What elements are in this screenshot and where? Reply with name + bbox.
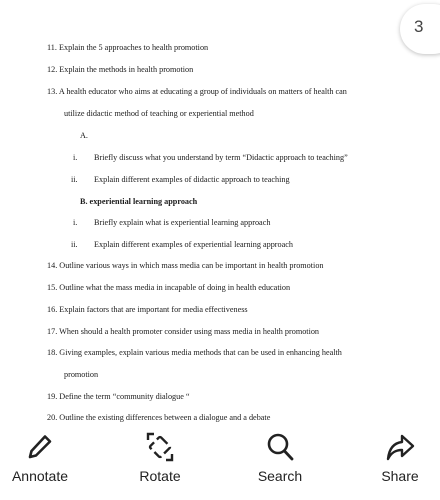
question-19: 19. Define the term “community dialogue “ [47, 392, 190, 401]
part-a-ii-number: ii. [71, 175, 78, 184]
rotate-icon [146, 432, 174, 462]
part-a-label: A. [80, 131, 88, 140]
bottom-toolbar [0, 428, 440, 500]
part-b-ii-text: Explain different examples of experiential learning approach [94, 240, 293, 249]
part-a-i-text: Briefly discuss what you understand by term “Didactic approach to teaching” [94, 153, 348, 162]
question-11: 11. Explain the 5 approaches to health promotion [47, 43, 209, 52]
share-button[interactable] [360, 428, 440, 500]
share-label: Share [381, 468, 419, 484]
question-18: 18. Giving examples, explain various media methods that can be used in enhancing health [47, 348, 342, 357]
search-icon [266, 432, 294, 462]
question-17: 17. When should a health promoter consider using mass media in health promotion [47, 327, 320, 336]
annotate-button[interactable] [0, 428, 80, 500]
question-13-continued: utilize didactic method of teaching or experiential method [64, 109, 254, 118]
question-13: 13. A health educator who aims at educating a group of individuals on matters of health can [47, 87, 347, 96]
part-b-i-number: i. [73, 218, 78, 227]
question-18-continued: promotion [64, 370, 99, 379]
question-20: 20. Outline the existing differences between a dialogue and a debate [47, 413, 271, 422]
part-b-ii-number: ii. [71, 240, 78, 249]
rotate-label: Rotate [139, 468, 181, 484]
question-15: 15. Outline what the mass media in incapable of doing in health education [47, 283, 291, 292]
rotate-button[interactable] [120, 428, 200, 500]
share-icon [386, 432, 416, 462]
search-label: Search [257, 468, 303, 484]
part-b-heading: B. experiential learning approach [80, 197, 198, 206]
question-16: 16. Explain factors that are important for media effectiveness [47, 305, 248, 314]
part-a-ii-text: Explain different examples of didactic approach to teaching [94, 175, 290, 184]
question-12: 12. Explain the methods in health promotion [47, 65, 194, 74]
search-button[interactable] [240, 428, 320, 500]
page-number: 3 [414, 17, 424, 36]
annotate-label: Annotate [11, 468, 69, 484]
part-a-i-number: i. [73, 153, 78, 162]
part-b-i-text: Briefly explain what is experiential learning approach [94, 218, 271, 227]
question-14: 14. Outline various ways in which mass media can be important in health promotion [47, 261, 324, 270]
pencil-icon [26, 432, 54, 462]
